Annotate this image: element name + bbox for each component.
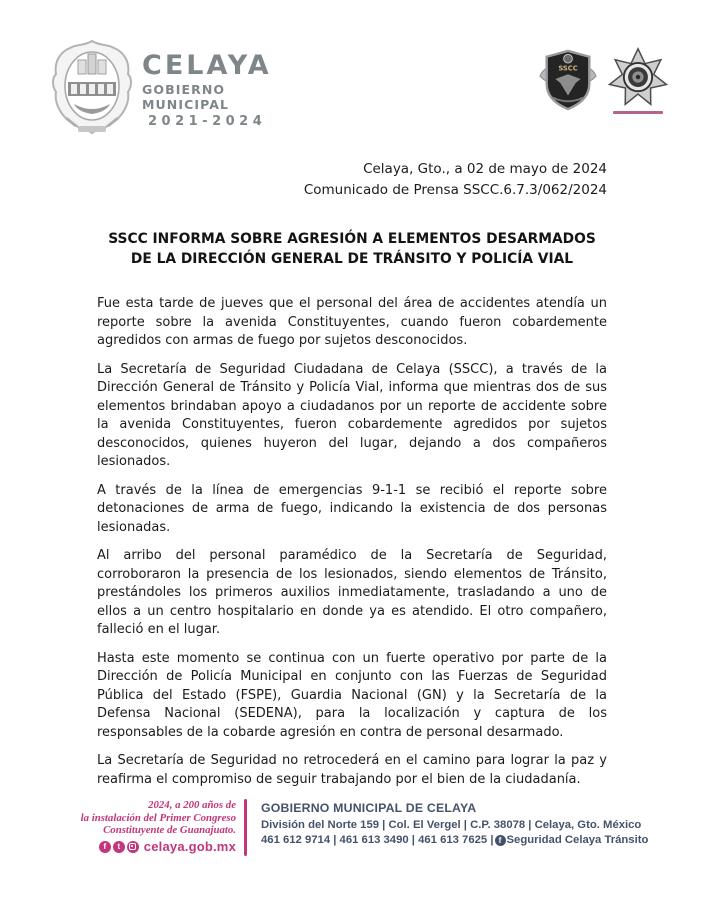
commemoration-line-1: 2024, a 200 años de (148, 799, 236, 811)
website-url: celaya.gob.mx (143, 838, 236, 854)
footer-contact-block (261, 801, 661, 846)
commemoration-line-2: la instalación del Primer Congreso (80, 811, 236, 824)
footer-phones-line (261, 834, 661, 846)
logo-period: 2021-2024 (148, 114, 267, 129)
star-badge-underline (613, 111, 663, 114)
dateline-release-number: Comunicado de Prensa SSCC.6.7.3/062/2024 (303, 181, 607, 198)
press-release-body (97, 295, 607, 799)
footer-social-row (40, 838, 236, 854)
twitter-icon: t (113, 841, 125, 853)
dateline-place-date: Celaya, Gto., a 02 de mayo de 2024 (363, 161, 607, 177)
paragraph-1: Fue esta tarde de jueves que el personal del área de accidentes atendía un reporte sobre la avenida Constituyentes, cuando fueron cobardemente agredidos con armas de fuego por sujetos desconocidos. (97, 296, 607, 348)
paragraph-3: A través de la línea de emergencias 9-1-1 se recibió el reporte sobre detonaciones de arma de fuego, indicando la existencia de dos personas lesionadas. (97, 482, 607, 535)
police-star-badge-icon (606, 44, 670, 112)
facebook-icon: f (495, 835, 506, 846)
commemoration-line-3: Constituyente de Guanajuato. (103, 824, 236, 836)
press-release-title: SSCC INFORMA SOBRE AGRESIÓN A ELEMENTOS DESARMADOS DE LA DIRECCIÓN GENERAL DE TRÁNSITO Y POLICÍA VIAL (108, 231, 596, 267)
footer-phone-numbers: 461 612 9714 | 461 613 3490 | 461 613 7625 | (261, 834, 494, 846)
celaya-coat-of-arms-icon (48, 38, 136, 136)
dateline-block (187, 159, 607, 200)
logo-subtitle: GOBIERNO MUNICIPAL (142, 82, 230, 112)
footer-social-handle: Seguridad Celaya Tránsito (506, 834, 649, 846)
instagram-icon (127, 841, 139, 853)
footer-address: División del Norte 159 | Col. El Vergel | C.P. 38078 | Celaya, Gto. México (261, 819, 642, 831)
logo-city-name: CELAYA (142, 50, 272, 81)
paragraph-5: Hasta este momento se continua con un fuerte operativo por parte de la Dirección de Policía Municipal en conjunto con las Fuerzas de Seguridad Pública del Estado (FSPE), Guardia Nacional (GN) y la Secretaría de la Defensa Nacional (SEDENA), para la localización y captura de los responsables de la cobarde agresión en contra de personal desarmado. (97, 650, 607, 740)
paragraph-6: La Secretaría de Seguridad no retrocederá en el camino para lograr la paz y reafirma el compromiso de seguir trabajando por el bien de la ciudadanía. (97, 753, 607, 787)
footer-org-name: GOBIERNO MUNICIPAL DE CELAYA (261, 801, 477, 815)
sscc-badge-label: SSCC (558, 64, 578, 73)
footer-divider (244, 799, 247, 856)
sscc-shield-badge-icon (537, 47, 599, 113)
facebook-icon: f (99, 841, 111, 853)
municipal-logo (142, 52, 272, 129)
footer-commemoration-block (40, 799, 236, 853)
paragraph-2: La Secretaría de Seguridad Ciudadana de Celaya (SSCC), a través de la Dirección General de Tránsito y Policía Vial, informa que mientras dos de sus elementos brindaban apoyo a ciudadanos por un reporte de accidente sobre la avenida Constituyentes, fueron cobardemente agredidos por sujetos desconocidos, quienes huyeron del lugar, dejando a dos compañeros lesionados. (97, 361, 607, 469)
paragraph-4: Al arribo del personal paramédico de la Secretaría de Seguridad, corroboraron la presencia de los lesionados, siendo elementos de Tránsito, prestándoles los primeros auxilios inmediatamente, trasladando a uno de ellos a un centro hospitalario en donde ya es atendido. El otro compañero, falleció en el lugar. (97, 548, 607, 637)
